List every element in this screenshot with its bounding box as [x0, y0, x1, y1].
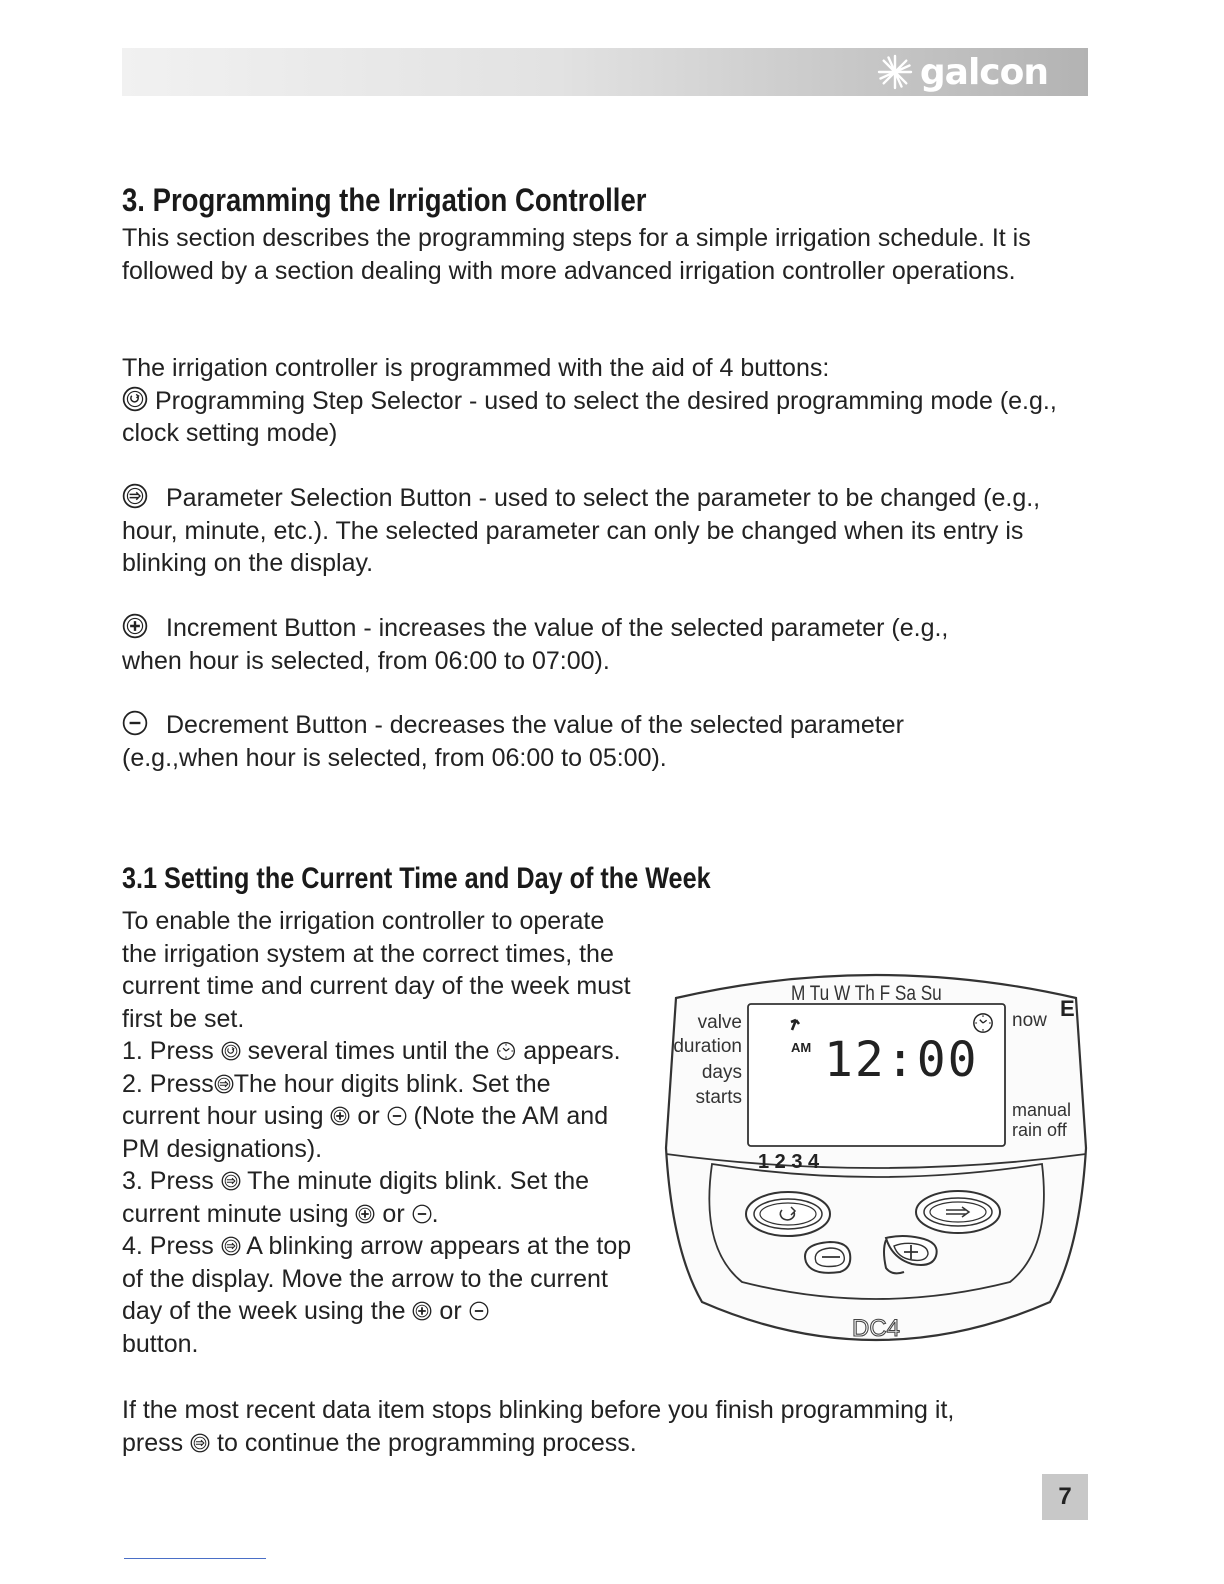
- step-selector-desc: - used to select the desired programming mode (e.g., clock setting mode): [122, 386, 1057, 447]
- galcon-flower-icon: [876, 53, 914, 91]
- step-3: [122, 1167, 589, 1228]
- label-starts: starts: [695, 1087, 742, 1108]
- step-4-b: A blinking arrow appears at the top of the display. Move the arrow to the current day of the week using the: [122, 1232, 632, 1325]
- dc4-controller-diagram: [660, 958, 1092, 1354]
- decrement-icon: [122, 710, 148, 736]
- decrement-icon: [387, 1106, 407, 1126]
- increment-icon: [330, 1106, 350, 1126]
- label-days: days: [701, 1062, 742, 1083]
- increment-icon: [355, 1204, 375, 1224]
- footer-note: [122, 1394, 1022, 1459]
- footer-rule: [124, 1558, 266, 1559]
- step-1-a: 1. Press: [122, 1037, 214, 1065]
- parameter-selection-device-button[interactable]: [916, 1191, 1000, 1233]
- page-number: 7: [1042, 1474, 1088, 1520]
- parameter-selection-icon: [221, 1171, 241, 1191]
- model-label: DC4: [851, 1315, 901, 1342]
- buttons-intro: [122, 352, 1102, 450]
- step-1-c: appears.: [516, 1037, 621, 1065]
- step-2-c: or: [350, 1102, 380, 1130]
- step-selector-icon: [122, 386, 148, 412]
- increment-icon: [412, 1301, 432, 1321]
- decrement-icon: [469, 1301, 489, 1321]
- step-2: [122, 1070, 608, 1163]
- decrement-desc: - decreases the value of the selected parameter (e.g.,when hour is selected, from 06:00 to 05:00).: [122, 711, 904, 772]
- footer-note-a: If the most recent data item stops blinking before you finish programming it, press: [122, 1396, 955, 1457]
- parameter-selection-icon: [122, 483, 148, 509]
- brand-logo: [876, 52, 1048, 92]
- parameter-selection-icon: [214, 1074, 234, 1094]
- parameter-selection-desc: - used to select the parameter to be changed (e.g., hour, minute, etc.). The selected parameter can only be changed when its entry is blinking on the display.: [122, 484, 1041, 577]
- section-3-1-intro: To enable the irrigation controller to operate the irrigation system at the correct times, the current time and current day of the week must first be set.: [122, 907, 631, 1033]
- step-1: [122, 1037, 621, 1065]
- section-3-1-title: 3.1 Setting the Current Time and Day of the Week: [122, 862, 711, 895]
- step-selector-icon: [221, 1041, 241, 1061]
- step-3-b: The minute digits blink. Set the current minute using: [122, 1167, 589, 1228]
- step-4-c: or: [432, 1297, 462, 1325]
- section-3-title: 3. Programming the Irrigation Controller: [122, 182, 647, 218]
- footer-note-b: to continue the programming process.: [210, 1428, 637, 1457]
- lcd-clock-icon: [974, 1014, 992, 1032]
- parameter-selection-name: Parameter Selection Button: [166, 484, 472, 512]
- step-3-d: .: [431, 1199, 439, 1228]
- clock-icon: [496, 1041, 516, 1061]
- step-selector-device-button[interactable]: [746, 1192, 830, 1236]
- step-3-c: or: [375, 1199, 405, 1228]
- parameter-selection-icon: [221, 1236, 241, 1256]
- step-4-a: 4. Press: [122, 1232, 214, 1260]
- step-3-a: 3. Press: [122, 1167, 214, 1195]
- days-of-week: M Tu W Th F Sa Su: [791, 982, 942, 1006]
- step-selector-name: Programming Step Selector: [154, 386, 463, 415]
- increment-paragraph: [122, 612, 982, 677]
- valve-numbers: 1 2 3 4: [758, 1151, 820, 1173]
- parameter-selection-paragraph: [122, 482, 1102, 580]
- increment-icon: [122, 613, 148, 639]
- decrement-icon: [412, 1204, 432, 1224]
- label-valve: valve: [697, 1012, 742, 1033]
- decrement-device-button[interactable]: [805, 1242, 850, 1273]
- label-e: E: [1060, 996, 1075, 1021]
- step-2-d: (Note the AM and PM designations).: [122, 1102, 609, 1163]
- label-manual: manual: [1012, 1100, 1072, 1120]
- increment-desc: - increases the value of the selected parameter (e.g., when hour is selected, from 06:00 to 07:00).: [122, 614, 949, 675]
- step-2-b: The hour digits blink. Set the current hour using: [122, 1069, 551, 1130]
- decrement-name: Decrement Button: [166, 711, 368, 739]
- brand-name: galcon: [919, 51, 1048, 93]
- step-1-b: several times until the: [240, 1037, 490, 1065]
- increment-name: Increment Button: [166, 614, 357, 642]
- header-band: [122, 48, 1088, 96]
- label-now: now: [1012, 1010, 1047, 1031]
- section-3-1-body: [122, 905, 632, 1360]
- buttons-intro-text: The irrigation controller is programmed with the aid of 4 buttons:: [122, 354, 830, 382]
- parameter-selection-icon: [190, 1433, 210, 1453]
- step-4: [122, 1232, 631, 1358]
- label-rain-off: rain off: [1012, 1120, 1067, 1140]
- decrement-paragraph: [122, 709, 972, 774]
- ampm-indicator: AM: [791, 1040, 812, 1055]
- lcd-time: 12:00: [824, 1032, 979, 1088]
- step-4-d: button.: [122, 1329, 199, 1358]
- step-2-a: 2. Press: [122, 1069, 214, 1098]
- section-3-intro: This section describes the programming steps for a simple irrigation schedule. It is followed by a section dealing with more advanced irrigation controller operations.: [122, 224, 1031, 285]
- label-duration: duration: [673, 1036, 742, 1057]
